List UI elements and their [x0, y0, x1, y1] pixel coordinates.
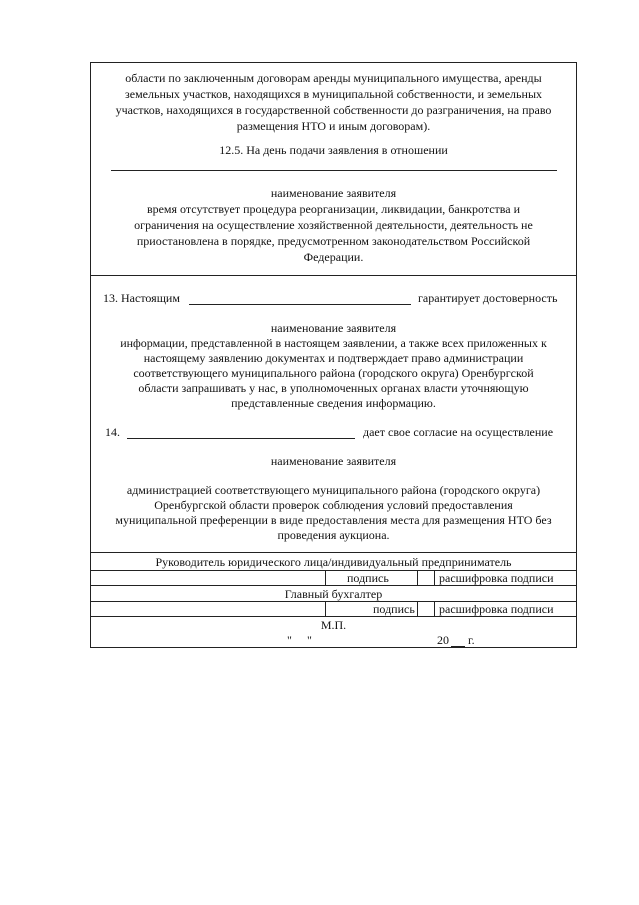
text-line: настоящему заявлению документах и подтверждает право администрации — [143, 351, 524, 365]
signature-label: подпись — [347, 571, 389, 585]
decoding-label-2: расшифровка подписи — [439, 602, 554, 616]
text-line: размещения НТО и иным договорам). — [236, 119, 431, 133]
table-col-line — [434, 570, 435, 585]
table-col-line — [325, 570, 326, 585]
date-year-blank — [451, 646, 465, 647]
table-col-line — [417, 601, 418, 616]
item-14-caption: наименование заявителя — [270, 454, 397, 468]
date-quote-open: " — [287, 633, 292, 647]
section-divider — [91, 275, 576, 276]
table-col-line — [325, 601, 326, 616]
text-line: муниципальной преференции в виде предоставления места для размещения НТО без — [115, 513, 552, 527]
text-line: земельных участков, находящихся в муниципальной собственности, и земельных — [125, 87, 542, 101]
item-13-prefix: 13. Настоящим — [103, 291, 180, 305]
item-14-suffix: дает свое согласие на осуществление — [363, 425, 554, 439]
decoding-label: расшифровка подписи — [439, 571, 554, 585]
applicant-blank-line — [111, 170, 557, 171]
text-line: Оренбургской области проверок соблюдения условий предоставления — [154, 498, 513, 512]
head-title: Руководитель юридического лица/индивидуальный предприниматель — [155, 555, 512, 569]
date-year-suffix: г. — [468, 633, 475, 647]
item-13-suffix: гарантирует достоверность — [418, 291, 558, 305]
date-year-prefix: 20 — [437, 633, 449, 647]
text-line: ограничения на осуществление хозяйственной деятельности, деятельность не — [134, 218, 533, 232]
stamp-label: М.П. — [320, 618, 347, 632]
text-line: участков, находящихся в государственной собственности до разграничения, на право — [115, 103, 552, 117]
signature-label-2: подпись — [373, 602, 415, 616]
item-13-caption: наименование заявителя — [270, 321, 397, 335]
text-line: проведения аукциона. — [277, 528, 390, 542]
form-frame — [90, 62, 577, 648]
table-col-line — [434, 601, 435, 616]
text-line: соответствующего муниципального района (городского округа) Оренбургской — [133, 366, 534, 380]
text-line: информации, представленной в настоящем заявлении, а также всех приложенных к — [120, 336, 547, 350]
text-line: представленные сведения информацию. — [231, 396, 436, 410]
table-line — [91, 616, 576, 617]
accountant-title: Главный бухгалтер — [284, 587, 383, 601]
item-13-blank-line — [189, 304, 411, 305]
text-line: время отсутствует процедура реорганизации, ликвидации, банкротства и — [146, 202, 521, 216]
item-14-blank-line — [127, 438, 355, 439]
item-14-prefix: 14. — [105, 425, 120, 439]
text-line: администрацией соответствующего муниципального района (городского округа) — [126, 483, 541, 497]
text-line: области запрашивать у нас, в уполномоченных органах власти уточняющую — [138, 381, 529, 395]
table-top-line — [91, 552, 576, 553]
table-col-line — [417, 570, 418, 585]
date-quote-close: " — [307, 633, 312, 647]
text-line: области по заключенным договорам аренды муниципального имущества, аренды — [125, 71, 542, 85]
text-line: приостановлена в порядке, предусмотренном законодательством Российской — [136, 234, 531, 248]
table-line — [91, 585, 576, 586]
applicant-caption: наименование заявителя — [270, 186, 397, 200]
text-line: Федерации. — [303, 250, 364, 264]
item-12-5: 12.5. На день подачи заявления в отношении — [219, 143, 448, 157]
